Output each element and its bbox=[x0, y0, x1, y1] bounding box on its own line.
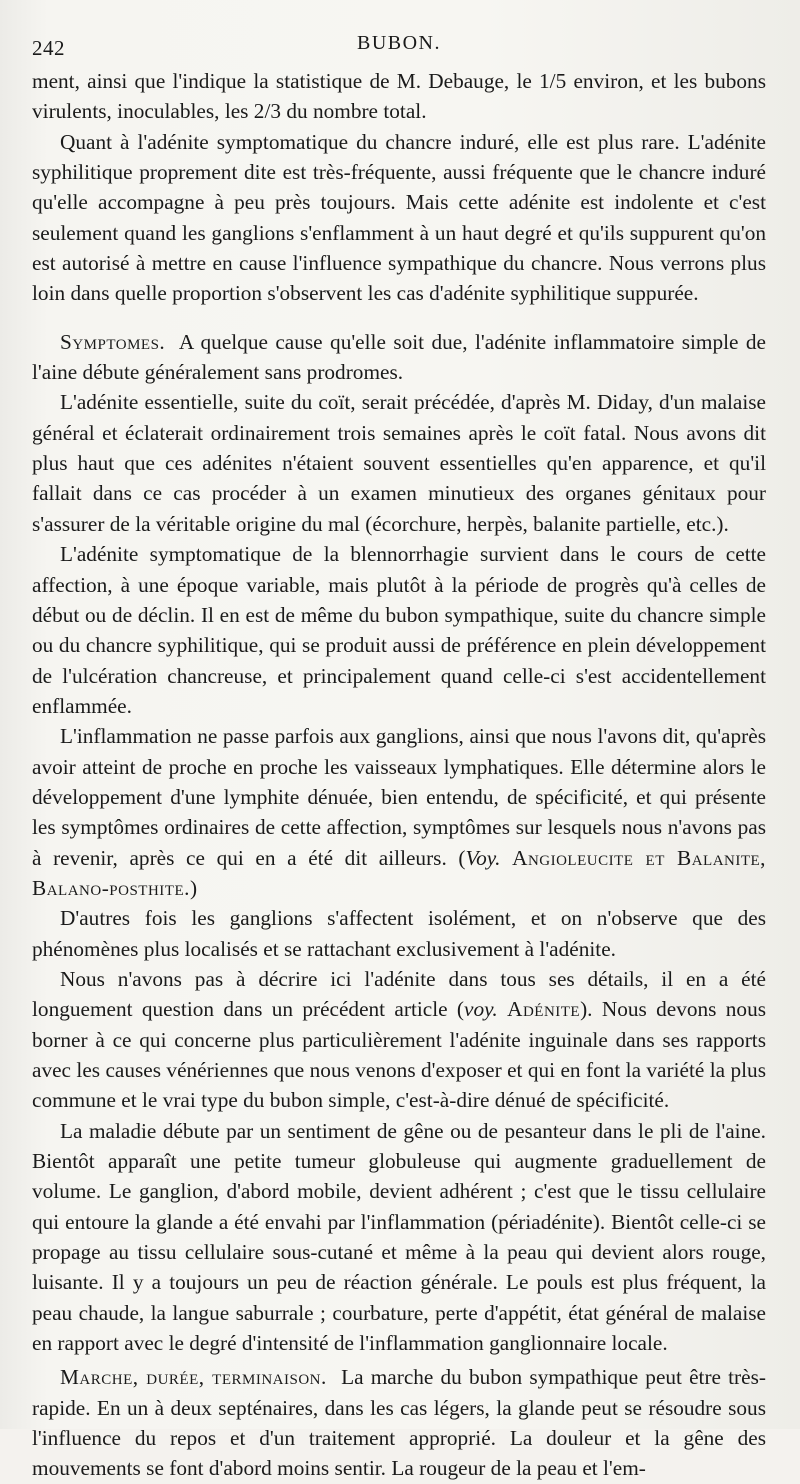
running-title: BUBON. bbox=[356, 32, 441, 54]
section-heading-symptomes: Symptomes. bbox=[60, 329, 166, 354]
paragraph-6-reference: Angioleucite et Balanite, Balano-posthite. bbox=[32, 845, 767, 900]
paragraph-10-text: La marche du bubon sympathique peut être très-rapide. En un à deux septénaires, dans les cas légers, la glande peut se résoudre sous l'influence du repos et d'un traitement approprié. La douleur et la gêne des mouvements se font d'abord moins sentir. La rougeur de la peau et l'em- bbox=[32, 1365, 766, 1481]
paragraph-8 bbox=[32, 964, 766, 1116]
running-head bbox=[32, 26, 766, 66]
paragraph-3 bbox=[32, 327, 766, 388]
paragraph-10 bbox=[32, 1362, 766, 1483]
paragraph-3-text: A quelque cause qu'elle soit due, l'adénite inflammatoire simple de l'aine débute généralement sans prodromes. bbox=[32, 329, 766, 385]
paragraph-8-reference: Adénite bbox=[507, 997, 581, 1022]
paragraph-8-voy: voy. bbox=[464, 997, 498, 1022]
paragraph-7: D'autres fois les ganglions s'affectent isolément, et on n'observe que des phénomènes plus localisés et se rattachant exclusivement à l'adénite. bbox=[32, 906, 766, 961]
page-number: 242 bbox=[32, 36, 65, 60]
body-text bbox=[32, 66, 766, 1484]
paragraph-6-voy: Voy. bbox=[465, 845, 501, 870]
paragraph-9: La maladie débute par un sentiment de gêne ou de pesanteur dans le pli de l'aine. Bientôt apparaît une petite tumeur globuleuse qui augmente graduellement de volume. Le ganglion, d'abord mobile, devient adhérent ; c'est que le tissu cellulaire qui entoure la glande a été envahi par l'inflammation (périadénite). Bientôt celle-ci se propage au tissu cellulaire sous-cutané et même à la peau qui devient alors rouge, luisante. Il y a toujours un peu de réaction générale. Le pouls est plus fréquent, la peau chaude, la langue saburrale ; courbature, perte d'appétit, état général de malaise en rapport avec le degré d'intensité de l'inflammation ganglionnaire locale. bbox=[32, 1118, 766, 1356]
paragraph-5: L'adénite symptomatique de la blennorrhagie survient dans le cours de cette affection, à une époque variable, mais plutôt à la période de progrès qu'à celles de début ou de déclin. Il en est de même du bubon sympathique, suite du chancre simple ou du chancre syphilitique, qui se produit aussi de préférence en plein développement de l'ulcération chancreuse, et principalement quand celle-ci s'est accidentellement enflammée. bbox=[32, 542, 766, 718]
paragraph-8-text-b: ). Nous devons nous borner à ce qui concerne plus particulièrement l'adénite inguinale dans ses rapports avec les causes vénériennes que nous venons d'exposer et qui en font la variété la plus commune et le vrai type du bubon simple, c'est-à-dire dénué de spécificité. bbox=[32, 997, 767, 1113]
paragraph-6-text: L'inflammation ne passe parfois aux ganglions, ainsi que nous l'avons dit, qu'après avoir atteint de proche en proche les vaisseaux lymphatiques. Elle détermine alors le développement d'une lymphite dénuée, bien entendu, de spécificité, et qui présente les symptômes ordinaires de cette affection, symptômes sur lesquels nous n'avons pas à revenir, après ce qui en a été dit ailleurs. ( bbox=[32, 724, 766, 870]
paragraph-2: Quant à l'adénite symptomatique du chancre induré, elle est plus rare. L'adénite syphilitique proprement dite est très-fréquente, aussi fréquente que le chancre induré qu'elle accompagne à peu près toujours. Mais cette adénite est indolente et c'est seulement quand les ganglions s'enflamment à un haut degré et qu'ils suppurent qu'on est autorisé à mettre en cause l'influence sympathique du chancre. Nous verrons plus loin dans quelle proportion s'observent les cas d'adénite syphilitique suppurée. bbox=[32, 129, 766, 306]
paragraph-4: L'adénite essentielle, suite du coït, serait précédée, d'après M. Diday, d'un malaise général et éclaterait ordinairement trois semaines après le coït fatal. Nous avons dit plus haut que ces adénites n'étaient souvent essentielles qu'en apparence, et qu'il fallait dans ce cas procéder à un examen minutieux des organes génitaux pour s'assurer de la véritable origine du mal (écorchure, herpès, balanite partielle, etc.). bbox=[32, 390, 766, 536]
section-heading-marche: Marche, durée, terminaison. bbox=[60, 1365, 327, 1390]
paragraph-1: ment, ainsi que l'indique la statistique de M. Debauge, le 1/5 environ, et les bubons virulents, inoculables, les 2/3 du nombre total. bbox=[32, 69, 766, 124]
paragraph-6 bbox=[32, 721, 766, 903]
paragraph-6-close: ) bbox=[189, 875, 198, 900]
paragraph-8-text-a: Nous n'avons pas à décrire ici l'adénite dans tous ses détails, il en a été longuement question dans un précédent article ( bbox=[32, 966, 766, 1022]
